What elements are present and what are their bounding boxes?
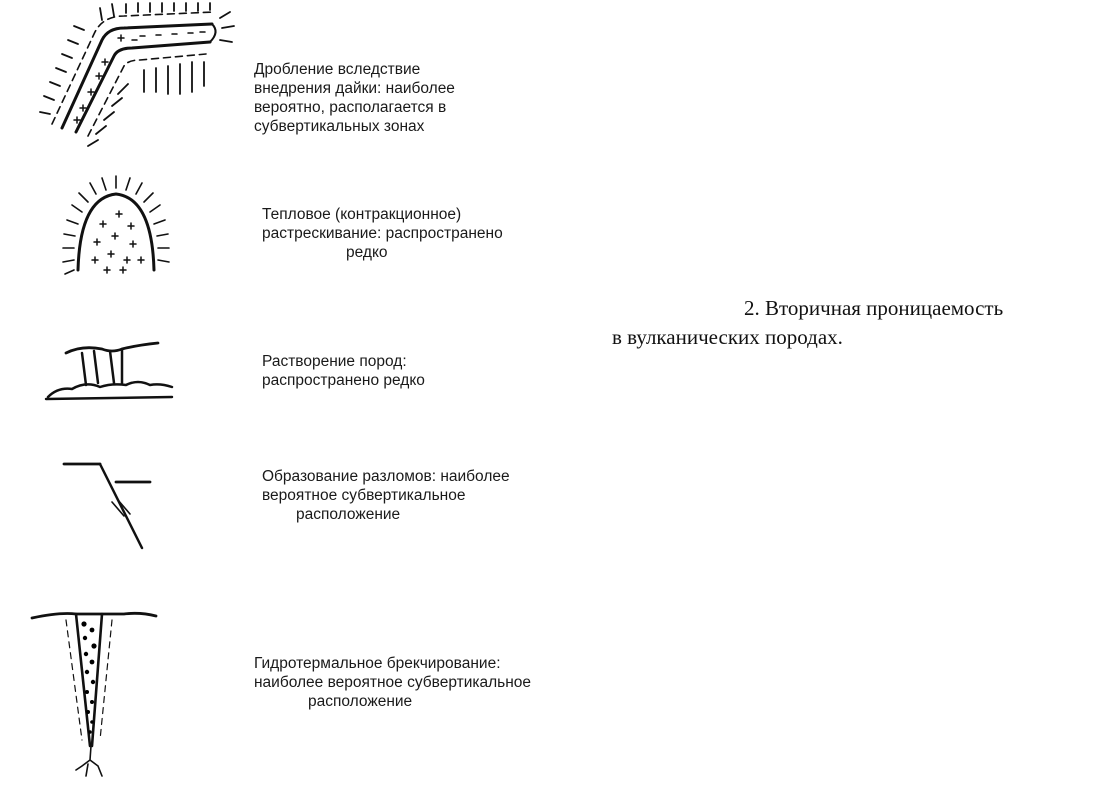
- thermal-cracking-caption: [262, 205, 503, 262]
- caption-line: растрескивание: распространено: [262, 225, 503, 242]
- caption-line: расположение: [296, 506, 401, 523]
- caption-line: Дробление вследствие: [254, 61, 421, 78]
- title-line: 2. Вторичная проницаемость: [744, 296, 1004, 320]
- faulting-caption: [262, 467, 510, 524]
- caption-line: Растворение пород:: [262, 353, 407, 370]
- slide-title: [612, 294, 1086, 352]
- caption-line: распространено редко: [262, 372, 425, 389]
- caption-line: Гидротермальное брекчирование:: [254, 655, 501, 672]
- dyke-brecciation-sketch: [40, 0, 240, 150]
- title-line: в вулканических породах.: [612, 325, 843, 349]
- caption-line: расположение: [308, 693, 413, 710]
- caption-line: внедрения дайки: наиболее: [254, 80, 455, 97]
- caption-line: субвертикальных зонах: [254, 118, 425, 135]
- caption-line: вероятное субвертикальное: [262, 487, 466, 504]
- caption-line: наиболее вероятное субвертикальное: [254, 674, 532, 691]
- faulting-sketch: [60, 452, 160, 552]
- hydrothermal-brecciation-sketch: [30, 600, 170, 780]
- caption-line: вероятно, располагается в: [254, 99, 447, 116]
- dissolution-caption: [262, 352, 425, 390]
- caption-line: Тепловое (контракционное): [262, 206, 462, 223]
- dyke-brecciation-caption: [254, 60, 455, 136]
- caption-line: Образование разломов: наиболее: [262, 468, 510, 485]
- dissolution-sketch: [42, 335, 182, 405]
- thermal-cracking-sketch: [60, 170, 170, 280]
- caption-line: редко: [346, 244, 388, 261]
- hydrothermal-brecciation-caption: [254, 654, 531, 711]
